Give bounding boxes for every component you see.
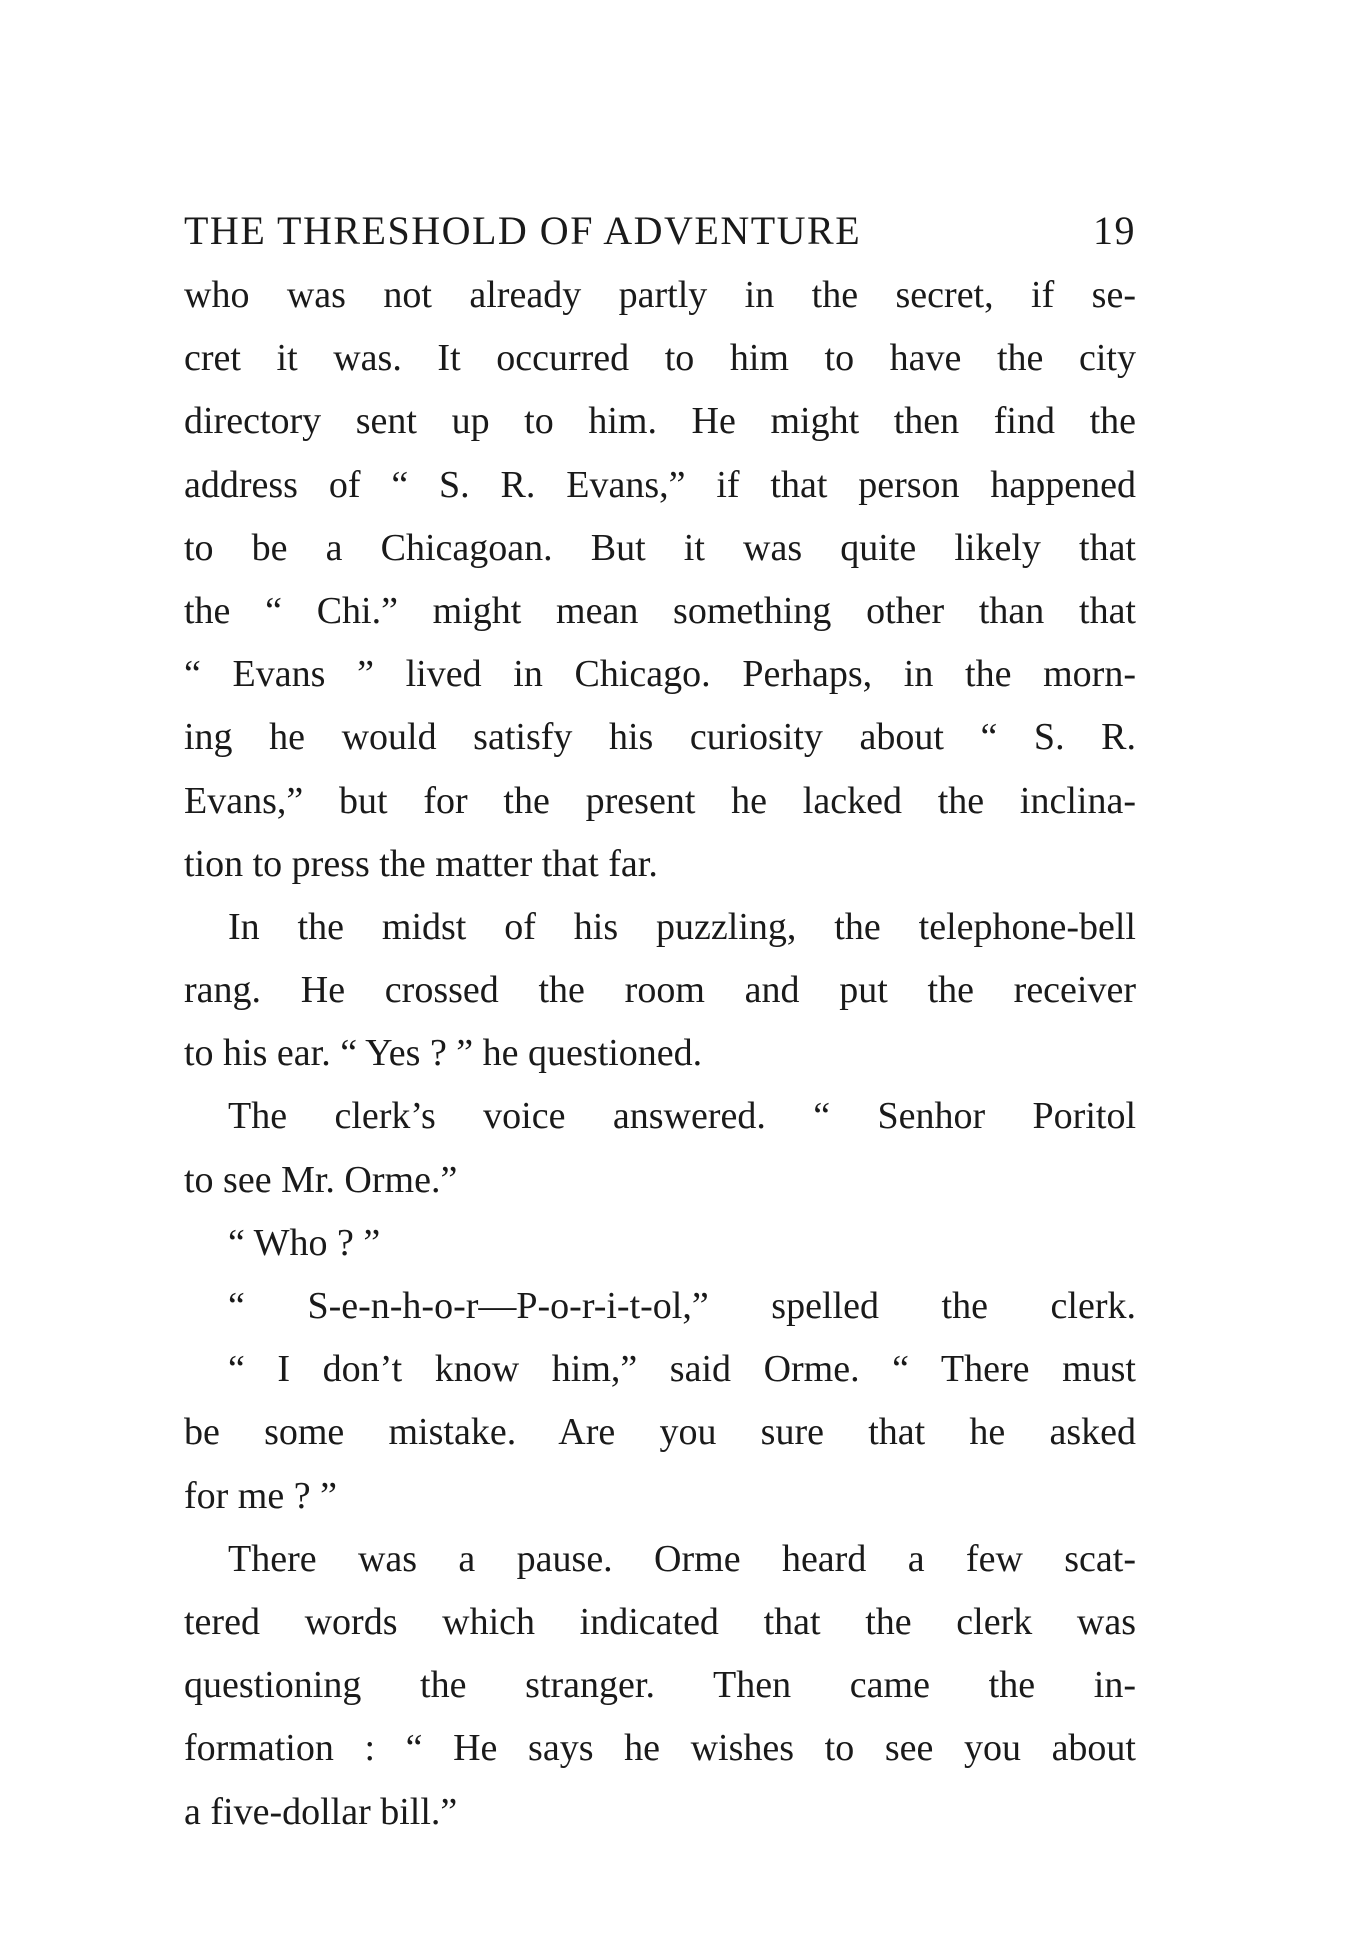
- text-line: to see Mr. Orme.”: [184, 1158, 458, 1201]
- text-line: Evans,” but for the present he lacked the inclina-: [184, 779, 1136, 822]
- running-head: [184, 200, 1136, 262]
- text-line: The clerk’s voice answered. “ Senhor Poritol: [228, 1095, 1136, 1138]
- text-line: directory sent up to him. He might then find the: [184, 400, 1136, 443]
- text-line: There was a pause. Orme heard a few scat-: [228, 1537, 1136, 1580]
- text-line: cret it was. It occurred to him to have the city: [184, 337, 1136, 380]
- text-line: tered words which indicated that the clerk was: [184, 1600, 1136, 1643]
- page-number: 19: [1093, 208, 1136, 253]
- text-line: “ S-e-n-h-o-r—P-o-r-i-t-ol,” spelled the clerk.: [228, 1285, 1136, 1327]
- text-line: tion to press the matter that far.: [184, 842, 658, 885]
- book-page: [184, 200, 1136, 1844]
- text-line: “ Evans ” lived in Chicago. Perhaps, in the morn-: [184, 653, 1136, 696]
- text-line: who was not already partly in the secret, if se-: [184, 274, 1136, 316]
- text-line: ing he would satisfy his curiosity about “ S. R.: [184, 716, 1136, 759]
- text-line: questioning the stranger. Then came the in-: [184, 1664, 1136, 1707]
- text-line: to be a Chicagoan. But it was quite likely that: [184, 526, 1136, 569]
- text-line: the “ Chi.” might mean something other than that: [184, 589, 1136, 632]
- text-line: be some mistake. Are you sure that he asked: [184, 1411, 1136, 1454]
- text-line: “ I don’t know him,” said Orme. “ There must: [228, 1348, 1136, 1391]
- text-line: In the midst of his puzzling, the telephone-bell: [228, 905, 1136, 948]
- text-line: a five-dollar bill.”: [184, 1790, 458, 1833]
- text-line: to his ear. “ Yes ? ” he questioned.: [184, 1032, 703, 1075]
- text-line: address of “ S. R. Evans,” if that person happened: [184, 463, 1136, 506]
- text-line: formation : “ He says he wishes to see you about: [184, 1727, 1136, 1770]
- text-line: “ Who ? ”: [228, 1221, 381, 1264]
- text-line: rang. He crossed the room and put the receiver: [184, 969, 1136, 1012]
- running-head-title: THE THRESHOLD OF ADVENTURE: [184, 208, 862, 253]
- text-line: for me ? ”: [184, 1474, 337, 1517]
